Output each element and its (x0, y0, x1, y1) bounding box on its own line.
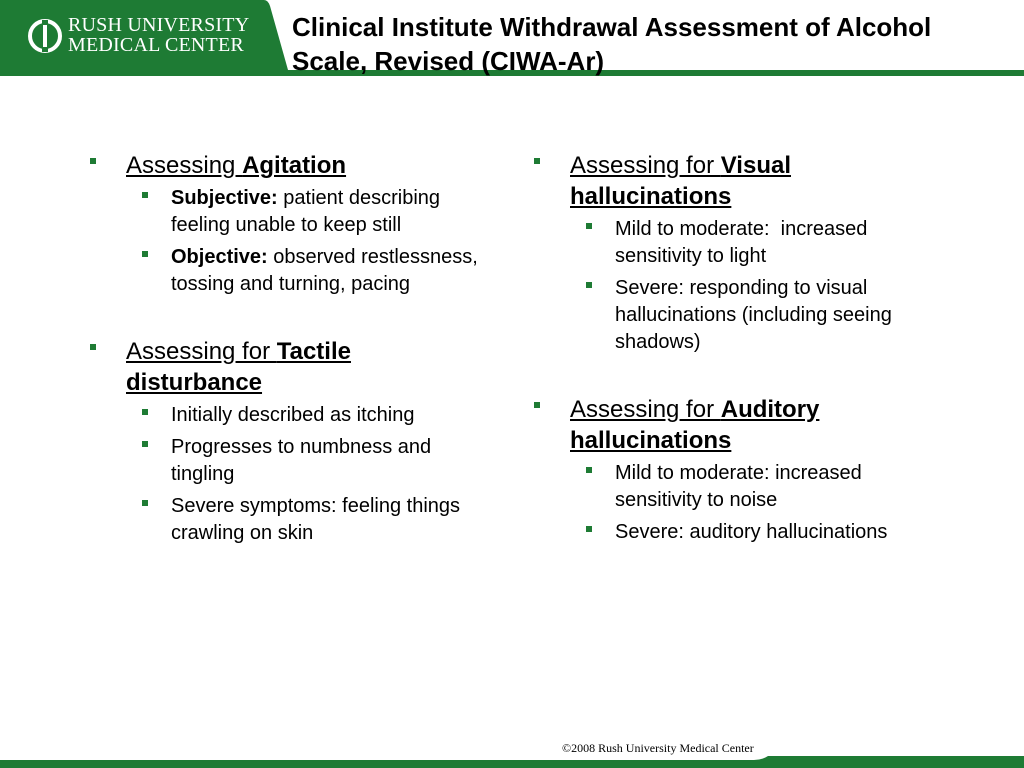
header-logo-block (0, 0, 288, 76)
heading-bold: Agitation (242, 152, 347, 179)
list-item (88, 244, 488, 298)
item-text: Severe: responding to visual hallucinations (including seeing shadows) (615, 277, 892, 353)
list-item (532, 519, 952, 546)
list-item (532, 216, 952, 270)
heading-prefix: Assessing for (570, 152, 721, 179)
logo-line-2: MEDICAL CENTER (68, 34, 244, 56)
list-item (532, 275, 952, 356)
section-heading (532, 150, 952, 212)
list-item (88, 402, 488, 429)
footer-bar (0, 756, 1024, 768)
logo-wordmark (68, 15, 249, 55)
green-square-bullet-icon (534, 158, 540, 164)
heading-prefix: Assessing for (126, 338, 277, 365)
list-item (532, 460, 952, 514)
item-text: Initially described as itching (171, 404, 415, 426)
green-square-bullet-icon (142, 192, 148, 198)
green-square-bullet-icon (534, 402, 540, 408)
green-square-bullet-icon (142, 441, 148, 447)
list-item (88, 434, 488, 488)
section-tactile (88, 336, 488, 547)
right-column (532, 150, 952, 584)
heading-text (126, 338, 351, 396)
left-column (88, 150, 488, 585)
slide-title: Clinical Institute Withdrawal Assessment of Alcohol Scale, Revised (CIWA-Ar) (292, 12, 932, 76)
item-text: Progresses to numbness and tingling (171, 436, 432, 485)
green-square-bullet-icon (586, 526, 592, 532)
list-item (88, 185, 488, 239)
item-text: observed restlessness, tossing and turning, pacing (171, 246, 478, 295)
heading-prefix: Assessing (126, 152, 243, 179)
heading-bold: Auditory hallucinations (570, 396, 820, 454)
heading-bold: Tactile disturbance (126, 338, 351, 396)
item-text: Mild to moderate: increased sensitivity to light (615, 218, 873, 267)
heading-text (570, 152, 791, 210)
green-square-bullet-icon (142, 500, 148, 506)
item-text: Severe symptoms: feeling things crawling on skin (171, 495, 461, 544)
heading-text (570, 396, 819, 454)
item-text: Mild to moderate: increased sensitivity to noise (615, 462, 862, 511)
heading-prefix: Assessing for (570, 396, 721, 423)
footer-copyright: ©2008 Rush University Medical Center (562, 741, 754, 755)
section-agitation (88, 150, 488, 298)
item-text: patient describing feeling unable to keep still (171, 187, 441, 236)
green-square-bullet-icon (142, 251, 148, 257)
section-auditory (532, 394, 952, 546)
green-square-bullet-icon (586, 282, 592, 288)
green-square-bullet-icon (586, 467, 592, 473)
item-text: Severe: auditory hallucinations (615, 521, 888, 543)
logo-line-1: RUSH UNIVERSITY (68, 14, 250, 36)
heading-text (126, 152, 346, 179)
green-square-bullet-icon (90, 344, 96, 350)
heading-bold: Visual hallucinations (570, 152, 791, 210)
section-heading (532, 394, 952, 456)
item-label: Subjective: (171, 187, 278, 209)
item-label: Objective: (171, 246, 268, 268)
green-square-bullet-icon (142, 409, 148, 415)
green-square-bullet-icon (586, 223, 592, 229)
section-heading (88, 150, 488, 181)
green-square-bullet-icon (90, 158, 96, 164)
section-heading (88, 336, 488, 398)
list-item (88, 493, 488, 547)
rush-logo-icon (28, 19, 62, 53)
section-visual (532, 150, 952, 356)
